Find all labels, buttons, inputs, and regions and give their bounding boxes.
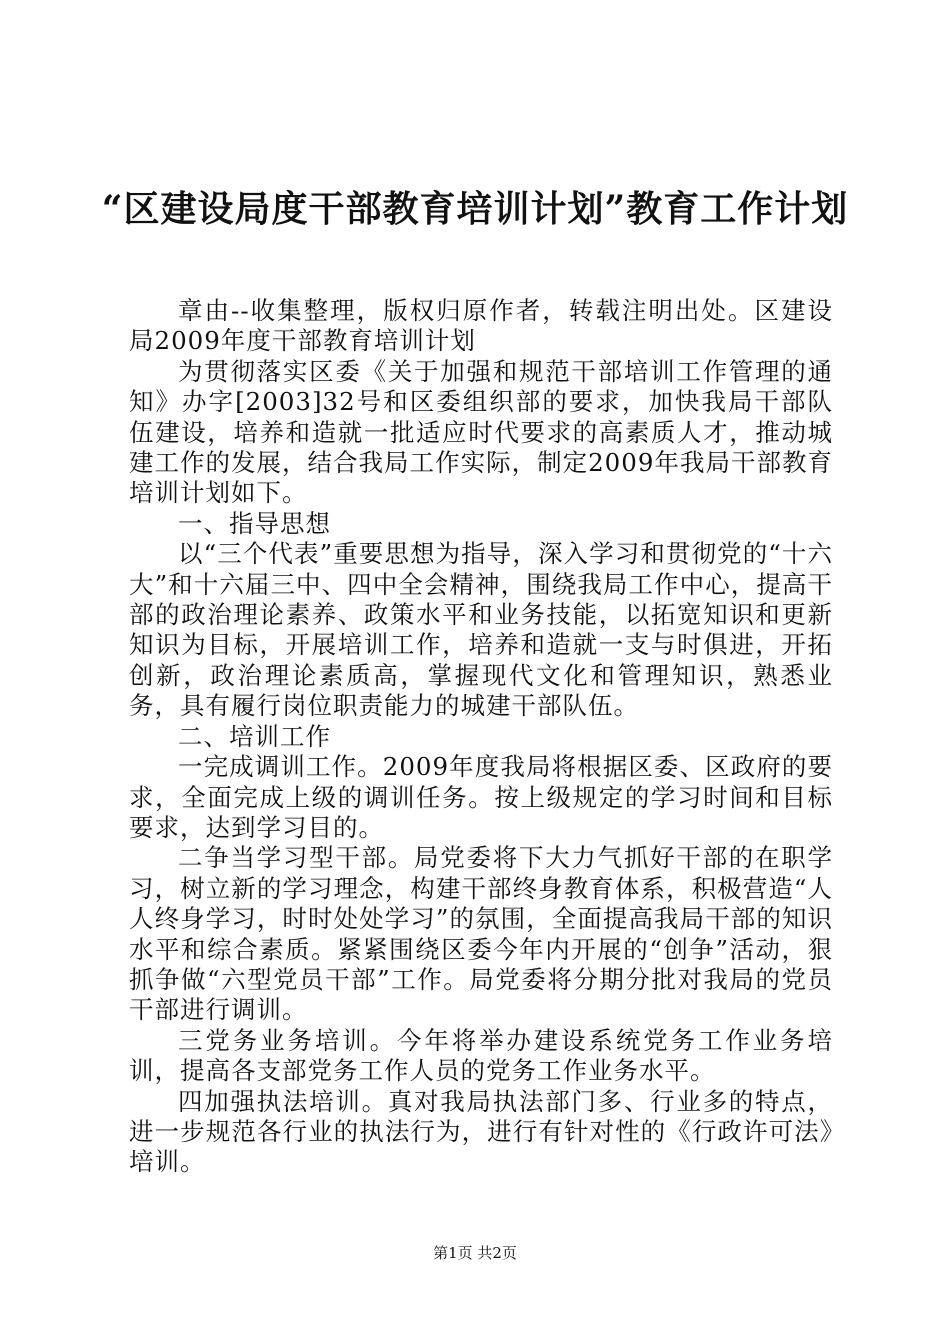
paragraph-item-2: 二争当学习型干部。局党委将下大力气抓好干部的在职学习，树立新的学习理念，构建干部终身教育体系，积极营造“人人终身学习，时时处处学习”的氛围，全面提高我局干部的知识水平和综合素质。紧紧围绕区委今年内开展的“创争”活动，狠抓争做“六型党员干部”工作。局党委将分期分批对我局的党员干部进行调训。 [129, 843, 833, 1025]
page-number-footer: 第1页 共2页 [433, 1244, 517, 1262]
section-heading-training-work: 二、培训工作 [178, 721, 331, 751]
section-heading-guiding-ideology: 一、指导思想 [178, 508, 331, 538]
document-title: “区建设局度干部教育培训计划”教育工作计划 [101, 188, 849, 230]
paragraph-item-4: 四加强执法培训。真对我局执法部门多、行业多的特点，进一步规范各行业的执法行为，进行有针对性的《行政许可法》培训。 [129, 1086, 833, 1177]
paragraph-intro: 为贯彻落实区委《关于加强和规范干部培训工作管理的通知》办字[2003]32号和区委组织部的要求，加快我局干部队伍建设，培养和造就一批适应时代要求的高素质人才，推动城建工作的发展，结合我局工作实际，制定2009年我局干部教育培训计划如下。 [129, 356, 833, 508]
document-body [129, 296, 833, 1178]
paragraph-source-note: 章由--收集整理，版权归原作者，转载注明出处。区建设局2009年度干部教育培训计划 [129, 296, 833, 356]
paragraph-guiding-ideology: 以“三个代表”重要思想为指导，深入学习和贯彻党的“十六大”和十六届三中、四中全会精神，围绕我局工作中心，提高干部的政治理论素养、政策水平和业务技能，以拓宽知识和更新知识为目标，开展培训工作，培养和造就一支与时俱进，开拓创新，政治理论素质高，掌握现代文化和管理知识，熟悉业务，具有履行岗位职责能力的城建干部队伍。 [129, 539, 833, 721]
paragraph-item-3: 三党务业务培训。今年将举办建设系统党务工作业务培训，提高各支部党务工作人员的党务工作业务水平。 [129, 1025, 833, 1086]
paragraph-item-1: 一完成调训工作。2009年度我局将根据区委、区政府的要求，全面完成上级的调训任务。按上级规定的学习时间和目标要求，达到学习目的。 [129, 752, 833, 842]
